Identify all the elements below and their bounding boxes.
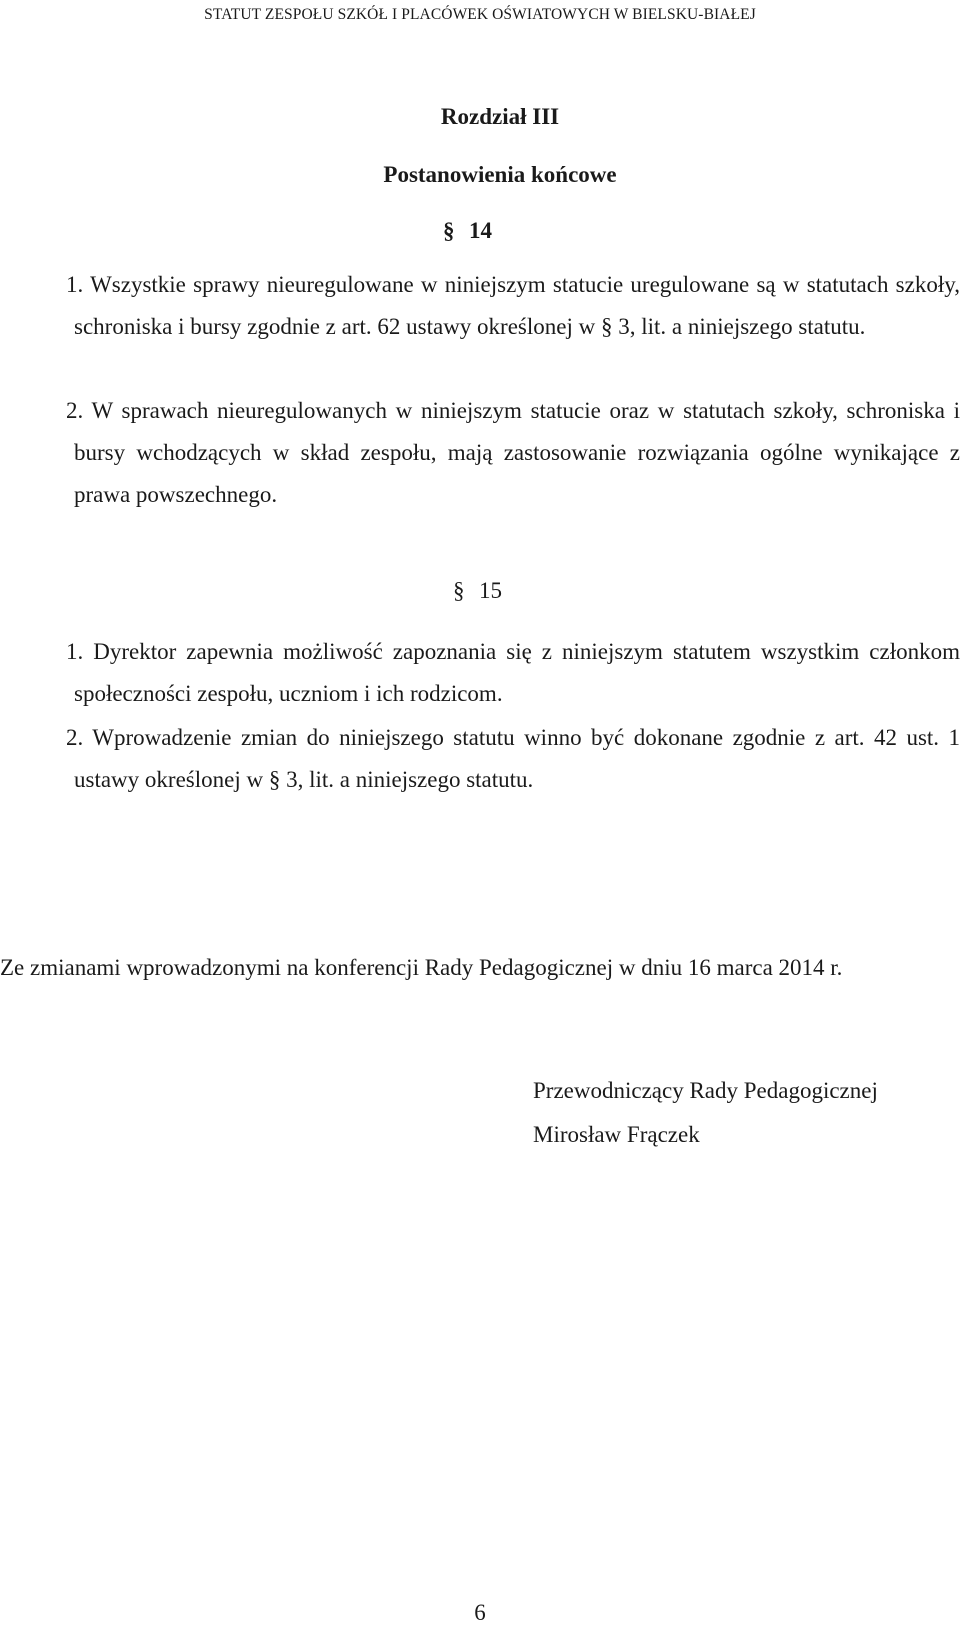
section-15-paragraph-2 — [66, 717, 960, 801]
section-14-heading — [443, 218, 492, 244]
paragraph-text: Wszystkie sprawy nieuregulowane w niniejszym statucie uregulowane są w statutach szkoły, schroniska i bursy zgodnie z art. 62 ustawy określonej w § 3, lit. a niniejszego statutu. — [74, 272, 960, 339]
section-14-paragraph-2 — [66, 390, 960, 516]
signature-name: Mirosław Frączek — [533, 1122, 700, 1147]
section-14-paragraph-1 — [66, 264, 960, 348]
paragraph-text: Wprowadzenie zmian do niniejszego statutu winno być dokonane zgodnie z art. 42 ust. 1 ustawy określonej w § 3, lit. a niniejszego statutu. — [74, 725, 960, 792]
chapter-title: Rozdział III — [440, 104, 560, 129]
chapter-subtitle: Postanowienia końcowe — [383, 162, 617, 187]
paragraph-number: 2. — [66, 398, 84, 423]
paragraph-number: 1. — [66, 639, 84, 664]
paragraph-number: 1. — [66, 272, 84, 297]
section-15-paragraph-1 — [66, 631, 960, 715]
paragraph-text: W sprawach nieuregulowanych w niniejszym statucie oraz w statutach szkoły, schroniska i bursy wchodzących w skład zespołu, mają zastosowanie rozwiązania ogólne wynikające z prawa powszechnego. — [74, 398, 960, 507]
running-header: STATUT ZESPOŁU SZKÓŁ I PLACÓWEK OŚWIATOWYCH W BIELSKU-BIAŁEJ — [204, 6, 756, 23]
section-15-heading — [453, 578, 502, 604]
amendment-note: Ze zmianami wprowadzonymi na konferencji Rady Pedagogicznej w dniu 16 marca 2014 r. — [0, 955, 843, 980]
paragraph-text: Dyrektor zapewnia możliwość zapoznania się z niniejszym statutem wszystkim członkom społeczności zespołu, uczniom i ich rodzicom. — [74, 639, 960, 706]
page-number: 6 — [474, 1600, 486, 1625]
section-symbol: § — [453, 578, 465, 603]
paragraph-number: 2. — [66, 725, 84, 750]
section-symbol: § — [443, 218, 455, 243]
section-number: 15 — [479, 578, 502, 603]
signature-title: Przewodniczący Rady Pedagogicznej — [533, 1078, 878, 1103]
section-number: 14 — [469, 218, 492, 243]
